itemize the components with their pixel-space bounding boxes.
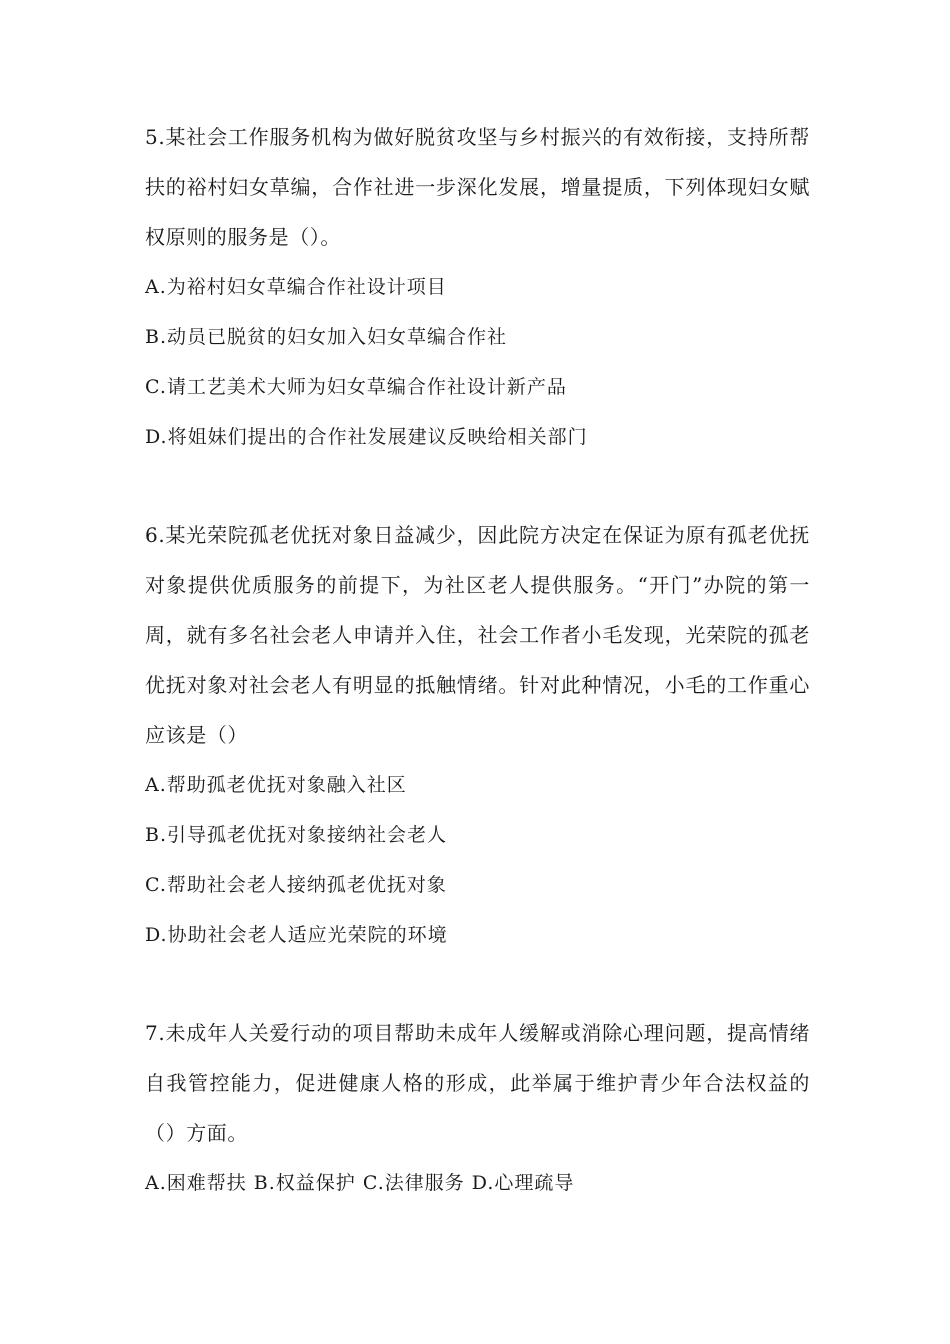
question-stem: 5.某社会工作服务机构为做好脱贫攻坚与乡村振兴的有效衔接，支持所帮扶的裕村妇女草编，合作社进一步深化发展，增量提质，下列体现妇女赋权原则的服务是（）。 — [145, 125, 810, 249]
option-c: C.请工艺美术大师为妇女草编合作社设计新产品 — [145, 376, 567, 398]
question-6 — [145, 510, 810, 960]
option-b: B.动员已脱贫的妇女加入妇女草编合作社 — [145, 326, 508, 348]
option-c: C.帮助社会老人接纳孤老优抚对象 — [145, 874, 447, 896]
option-b: B.引导孤老优抚对象接纳社会老人 — [145, 824, 448, 846]
option-a: A.帮助孤老优抚对象融入社区 — [145, 774, 407, 796]
option-a: A.为裕村妇女草编合作社设计项目 — [145, 276, 447, 298]
question-5 — [145, 112, 810, 462]
question-stem: 6.某光荣院孤老优抚对象日益减少，因此院方决定在保证为原有孤老优抚对象提供优质服务的前提下，为社区老人提供服务。“开门”办院的第一周，就有多名社会老人申请并入住，社会工作者小毛发现，光荣院的孤老优抚对象对社会老人有明显的抵触情绪。针对此种情况，小毛的工作重心应该是（） — [145, 523, 810, 747]
options-line: A.困难帮扶 B.权益保护 C.法律服务 D.心理疏导 — [145, 1172, 575, 1194]
option-d: D.将姐妹们提出的合作社发展建议反映给相关部门 — [145, 426, 588, 448]
option-d: D.协助社会老人适应光荣院的环境 — [145, 924, 448, 946]
question-7 — [145, 1008, 810, 1208]
question-stem: 7.未成年人关爱行动的项目帮助未成年人缓解或消除心理问题，提高情绪自我管控能力，促进健康人格的形成，此举属于维护青少年合法权益的（）方面。 — [145, 1021, 810, 1145]
